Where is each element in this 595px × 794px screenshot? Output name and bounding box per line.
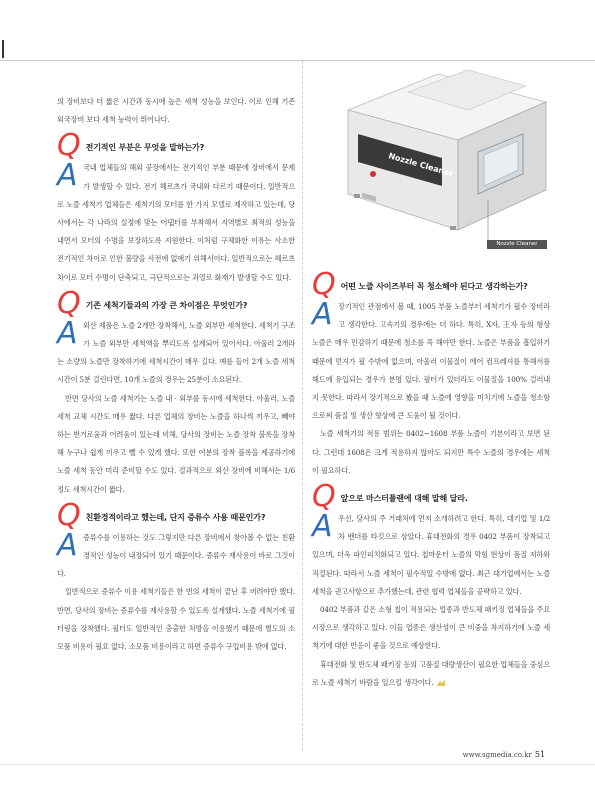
- top-rule: [0, 60, 595, 61]
- answer-block: [312, 298, 550, 480]
- answer-block: [57, 317, 295, 499]
- question-heading: [312, 267, 550, 302]
- figure-caption: Nozzle Cleaner: [487, 240, 547, 249]
- question-heading: [57, 285, 295, 321]
- q-letter: Q: [57, 128, 80, 164]
- question-text: 기존 세척기들과의 가장 큰 차이점은 무엇인가?: [85, 300, 248, 310]
- question-text: 앞으로 마스터플랜에 대해 말해 달라.: [340, 494, 468, 504]
- right-column: [312, 268, 550, 692]
- page-number: 51: [534, 750, 545, 759]
- answer-paragraph: 장기적인 관점에서 볼 때, 1005 부품 노즐부터 세척기가 필수 장비라고 생각한다. 고속기의 경우에는 더 하다. 특히, X자, 王자 등의 형상 노즐은 매우 민감하기 때문에 청소를 꼭 해야만 한다. 노즐은 부품을 흡입하기 때문에 먼지가 필 수밖에 없으며, 아울러 이물질이 에어 컴프레셔를 통해서를 헤드에 유입되는 경우가 분명 있다. 필터가 있더라도 이물질을 100% 걸러내지 못한다. 따라서 장기적으로 봤을 때 노즐에 영향을 미치기에 노즐을 청소함으로써 품질 및 생산 향상에 큰 도움이 될 것이다.: [312, 302, 550, 421]
- a-letter: A: [312, 509, 333, 545]
- intro-paragraph: 의 장비보다 더 짧은 시간과 동시에 높은 세척 성능을 보인다. 이로 인해 기존 외국장비 보다 세척 능력이 뛰어나다.: [57, 97, 295, 125]
- machine-label: Nozzle Cleaner: [387, 151, 455, 179]
- crop-mark: [2, 40, 4, 58]
- question-text: 친환경적이라고 했는데, 단지 증류수 사용 때문인가?: [85, 512, 266, 522]
- answer-paragraph: [312, 656, 550, 692]
- q-letter: Q: [312, 267, 335, 302]
- end-mark-icon: [436, 679, 446, 687]
- qa-electrical: [57, 128, 295, 286]
- question-heading: [57, 128, 295, 164]
- column-divider: [302, 61, 303, 751]
- answer-text: 휴대전화 및 반도체 패키징 등의 고품질 대량생산이 필요한 업체들을 중심으로 노즐 세척기 바람을 일으킬 생각이다.: [312, 659, 550, 687]
- answer-paragraph: 외산 제품은 노즐 2개만 장착해서, 노즐 외부만 세척한다. 세척기 구조가 노즐 외부만 세척액을 뿌리도록 설계되어 있어서다. 아울러 2개라는 소량의 노즐만 장착하기에 세척시간이 매우 길다. 예를 들어 2개 노즐 세척 시간이 5분 걸린다면, 10개 노즐의 경우는 25분이 소요된다.: [57, 320, 295, 385]
- qa-master-plan: [312, 479, 550, 692]
- answer-paragraph: 국내 업체들의 해외 공장에서는 전기적인 부분 때문에 장비에서 문제가 발생할 수 있다. 전기 헤르츠가 국내와 다르기 때문이다. 일반적으로 노즐 세척기 업체들은 세척기의 모터를 한 가지 모델로 제작하고 있는데, 당사에서는 각 나라의 실정에 맞는 어댑터를 부착해서 지역별로 최적의 성능을 내면서 모터의 수명을 보장하도록 지원한다. 이처럼 구체화한 이유는 사소한 전기적인 차이로 인한 불량을 사전에 없애기 위해서이다. 일반적으로는 헤르츠 차이로 모터 수명이 단축되고, 극단적으로는 과열로 화재가 발생할 수도 있다.: [57, 163, 295, 282]
- q-letter: Q: [312, 479, 335, 515]
- answer-paragraph: 0402 부품과 같은 소형 칩이 적용되는 업종과 반도체 패키징 업체들을 주요 시장으로 생각하고 있다. 이들 업종은 생산성이 큰 비중을 차지하기에 노즐 세척기에 대한 반응이 좋을 것으로 예상한다.: [312, 605, 550, 651]
- footer-url[interactable]: www.sgmedia.co.kr: [462, 751, 532, 759]
- top-band: [0, 0, 595, 60]
- q-letter: Q: [57, 497, 80, 533]
- qa-nozzle-size: [312, 267, 550, 480]
- question-heading: [57, 497, 295, 533]
- answer-paragraph: 노즐 세척기의 적용 범위는 0402~1608 부품 노즐이 기본이라고 보면 된다. 그런데 1608은 크게 적용하지 않아도 되지만 특수 노즐의 경우에는 세척이 필요하다.: [312, 429, 550, 475]
- question-text: 전기적인 부분은 무엇을 말하는가?: [85, 143, 205, 153]
- question-text: 어떤 노즐 사이즈부터 꼭 청소해야 된다고 생각하는가?: [340, 282, 528, 291]
- answer-paragraph: 반면 당사의 노즐 세척기는 노즐 내 · 외부를 동시에 세척한다. 아울러, 노즐 세척 교체 시간도 매우 짧다. 다른 업체의 장비는 노즐을 하나씩 끼우고, 빼야 하는 번거로움과 어려움이 있는데 비해, 당사의 장비는 노즐 장착 블록을 장착해 누구나 쉽게 끼우고 뺄 수 있게 했다. 또한 여분의 장착 블록을 제공하기에 노즐 세척 동안 미리 준비할 수도 있다. 결과적으로 외산 장비에 비해서는 1/6정도 세척시간이 짧다.: [57, 393, 295, 494]
- q-letter: Q: [57, 285, 80, 321]
- nozzle-cleaner-image: [318, 62, 558, 250]
- a-letter: A: [57, 315, 78, 351]
- question-heading: [312, 479, 550, 515]
- qa-eco: [57, 497, 295, 656]
- a-letter: A: [312, 297, 333, 332]
- bottom-rule: [0, 764, 595, 765]
- page-footer: [463, 750, 545, 759]
- qa-differences: [57, 285, 295, 499]
- left-column: [57, 93, 295, 656]
- answer-paragraph: 일반적으로 증류수 이용 세척기들은 한 번의 세척이 끝난 후 버려야만 했다. 반면, 당사의 장비는 증류수를 재사용할 수 있도록 설계했다. 노즐 세척기에 필터링을 장착했다. 필터도 일반적인 충출한 처방을 이용했기 때문에 별도의 소모품 비용이 필요 없다. 소모품 비용이라고 하면 증류수 구입비용 밖에 없다.: [57, 587, 295, 652]
- answer-block: [312, 510, 550, 692]
- a-letter: A: [57, 158, 78, 194]
- answer-paragraph: 우선, 당사의 주 거래처에 먼저 소개하려고 한다. 특히, 대기업 및 1/2차 벤더를 타깃으로 삼았다. 휴대전화의 경우 0402 부품이 장착되고 있으며, 더욱 파인피치화되고 있다. 칩마운터 노즐의 막힘 현상이 품질 저하와 직결된다. 따라서 노즐 세척이 필수적일 수밖에 없다. 최근 대기업에서는 노즐 세척을 권고사항으로 추가했는데, 관련 협력 업체들을 공략하고 있다.: [312, 514, 550, 596]
- answer-block: [57, 159, 295, 286]
- a-letter: A: [57, 527, 78, 563]
- answer-block: [57, 529, 295, 656]
- answer-paragraph: 증류수를 이용하는 것도 그렇지만 다른 장비에서 찾아볼 수 없는 친환경적인 성능이 내장되어 있기 때문이다. 증류수 재사용이 바로 그것이다.: [57, 532, 295, 579]
